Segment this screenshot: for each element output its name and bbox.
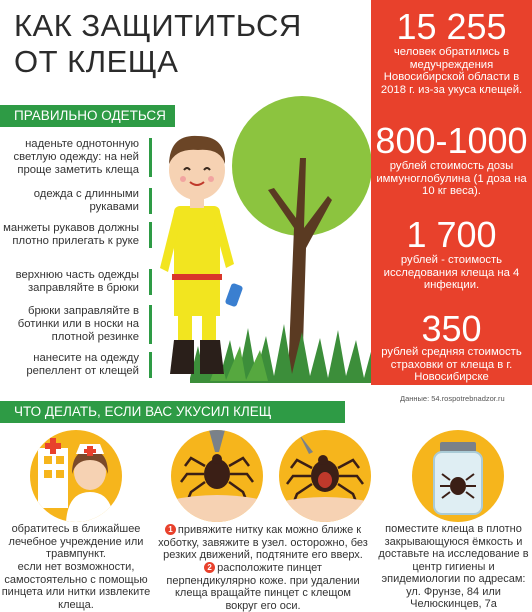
stat-number: 15 255 <box>396 6 507 47</box>
boy-and-tree-illustration <box>150 78 372 390</box>
self-removal-text: если нет возможности, самостоятельно с помощью пинцета или нитки извлеките клеща. <box>1 561 151 611</box>
stats-panel <box>371 0 532 385</box>
boot-icon <box>200 340 224 374</box>
tip-item: наденьте однотонную светлую одежду: на ней проще заметить клеща <box>2 138 152 177</box>
tweezers-icon <box>209 430 225 452</box>
jar-text: поместите клеща в плотно закрывающуюся ёмкость и доставьте на исследование в центр гигиены и эпидемиологии по адресам: ул. Фрунзе, 84 или Челюскинцев, 7а <box>378 523 529 610</box>
doctor-text: обратитесь в ближайшее лечебное учреждение или травмпункт. <box>8 523 144 560</box>
step-number-badge: 2 <box>204 562 215 573</box>
belt <box>172 274 222 280</box>
stat-number: 1 700 <box>406 214 497 255</box>
repellent-can-icon <box>225 283 244 308</box>
source-note: Данные: 54.rospotrebnadzor.ru <box>400 394 505 403</box>
jar-circle <box>412 430 504 522</box>
suit <box>174 206 220 284</box>
stat-number: 350 <box>421 308 482 349</box>
tweezers-circle <box>279 430 371 522</box>
tip-item: нанесите на одежду репеллент от клещей <box>2 352 152 378</box>
thread-removal-circle <box>171 430 263 522</box>
tweezers-icon <box>299 434 313 454</box>
tick-icon <box>450 477 466 495</box>
step2-text: 2 расположите пинцет перпендикулярно коже. при удалении клеща вращайте пинцет с клещом вокруг его оси. <box>166 562 360 612</box>
dress-section-header: ПРАВИЛЬНО ОДЕТЬСЯ <box>0 105 175 127</box>
stat-number: 800-1000 <box>375 120 528 161</box>
stat-text: человек обратились в медучреждения Новосибирской области в 2018 г. из-за укуса клещей. <box>380 46 523 96</box>
stat-text: рублей - стоимость исследования клеща на 4 инфекции. <box>383 254 520 291</box>
doctor-circle <box>30 430 122 522</box>
step-number-badge: 1 <box>165 524 176 535</box>
stat-text: рублей средняя стоимость страховки от клеща в г. Новосибирске <box>381 346 522 383</box>
step1-text: 1 привяжите нитку как можно ближе к хоботку, завяжите в узел. осторожно, без резких движений, подтяните его вверх. <box>158 524 368 561</box>
tip-item: одежда с длинными рукавами <box>2 188 152 214</box>
tip-item: брюки заправляйте в ботинки или в носки на плотной резинке <box>2 305 152 344</box>
bite-section-header: ЧТО ДЕЛАТЬ, ЕСЛИ ВАС УКУСИЛ КЛЕЩ <box>0 401 345 423</box>
tip-item: манжеты рукавов должны плотно прилегать к руке <box>2 222 152 248</box>
tip-item: верхнюю часть одежды заправляйте в брюки <box>2 269 152 295</box>
jar-lid <box>440 442 476 452</box>
stat-text: рублей стоимость дозы иммуноглобулина (1 доза на 10 кг веса). <box>376 160 527 197</box>
page-title: КАК ЗАЩИТИТЬСЯ ОТ КЛЕЩА <box>14 8 302 79</box>
boot-icon <box>170 340 194 374</box>
